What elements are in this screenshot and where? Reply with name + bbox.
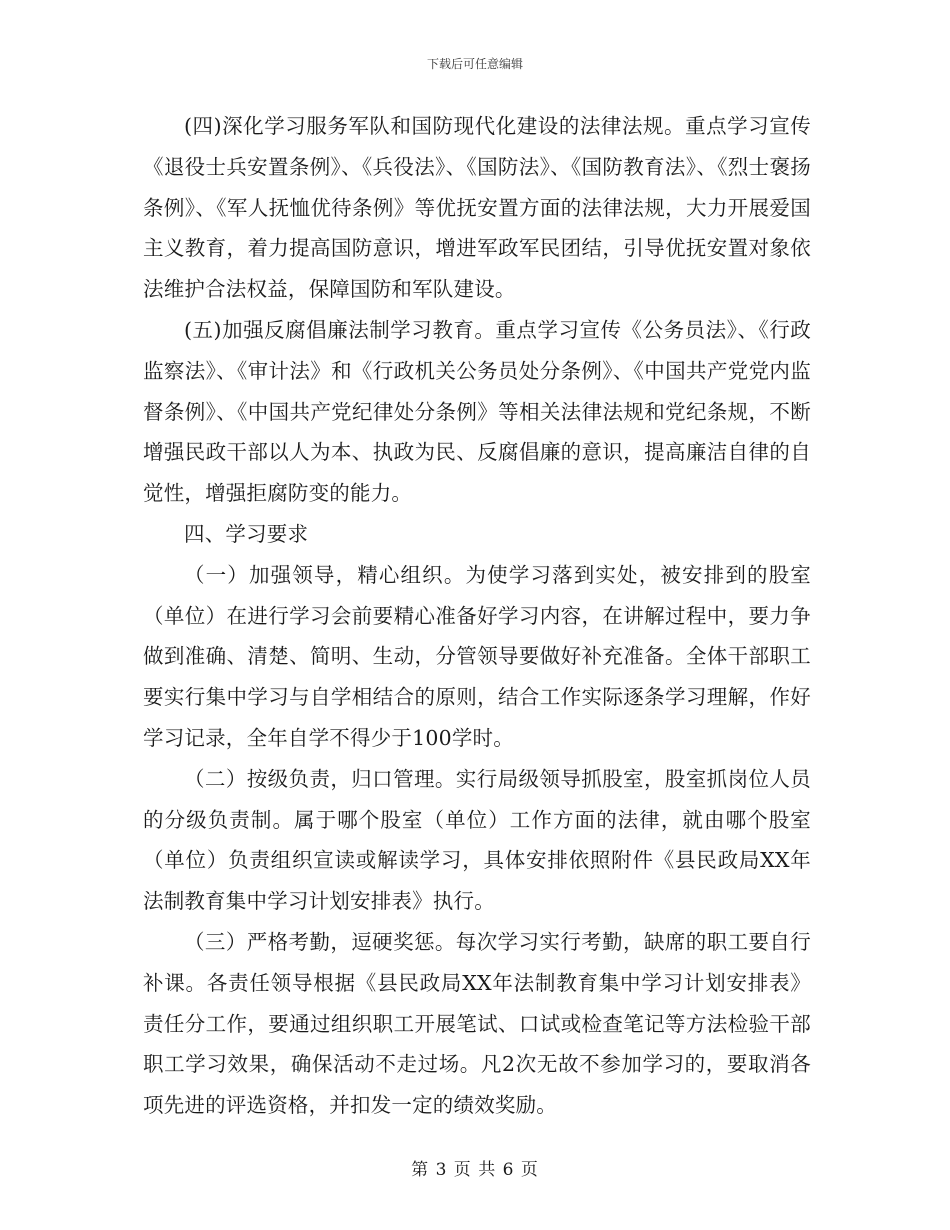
page-number: 第 3 页 共 6 页 (411, 1160, 539, 1180)
paragraph-leadership: （一）加强领导，精心组织。为使学习落到实处，被安排到的股室（单位）在进行学习会前要精心准备好学习内容，在讲解过程中，要力争做到准确、清楚、简明、生动，分管领导要做好补充准备。全体干部职工要实行集中学习与自学相结合的原则，结合工作实际逐条学习理解，作好学习记录，全年自学不得少于100学时。 (143, 562, 811, 750)
document-body (143, 106, 811, 1126)
section-heading-requirements: 四、学习要求 (184, 521, 309, 546)
paragraph-attendance: （三）严格考勤，逗硬奖惩。每次学习实行考勤，缺席的职工要自行补课。各责任领导根据《县民政局XX年法制教育集中学习计划安排表》责任分工作，要通过组织职工开展笔试、口试或检查笔记等方法检验干部职工学习效果，确保活动不走过场。凡2次无故不参加学习的，要取消各项先进的评选资格，并扣发一定的绩效奖励。 (143, 929, 811, 1118)
page-header: 下载后可任意编辑 (426, 57, 523, 71)
paragraph-anti-corruption: (五)加强反腐倡廉法制学习教育。重点学习宣传《公务员法》、《行政监察法》、《审计法》和《行政机关公务员处分条例》、《中国共产党党内监督条例》、《中国共产党纪律处分条例》等相关法律法规和党纪条规，不断增强民政干部以人为本、执政为民、反腐倡廉的意识，提高廉洁自律的自觉性，增强拒腐防变的能力。 (143, 317, 811, 506)
paragraph-responsibility: （二）按级负责，归口管理。实行局级领导抓股室，股室抓岗位人员的分级负责制。属于哪个股室（单位）工作方面的法律，就由哪个股室（单位）负责组织宣读或解读学习，具体安排依照附件《县民政局XX年法制教育集中学习计划安排表》执行。 (143, 766, 811, 914)
paragraph-military-laws: (四)深化学习服务军队和国防现代化建设的法律法规。重点学习宣传《退役士兵安置条例》、《兵役法》、《国防法》、《国防教育法》、《烈士褒扬条例》、《军人抚恤优待条例》等优抚安置方面的法律法规，大力开展爱国主义教育，着力提高国防意识，增进军政军民团结，引导优抚安置对象依法维护合法权益，保障国防和军队建设。 (143, 114, 811, 302)
